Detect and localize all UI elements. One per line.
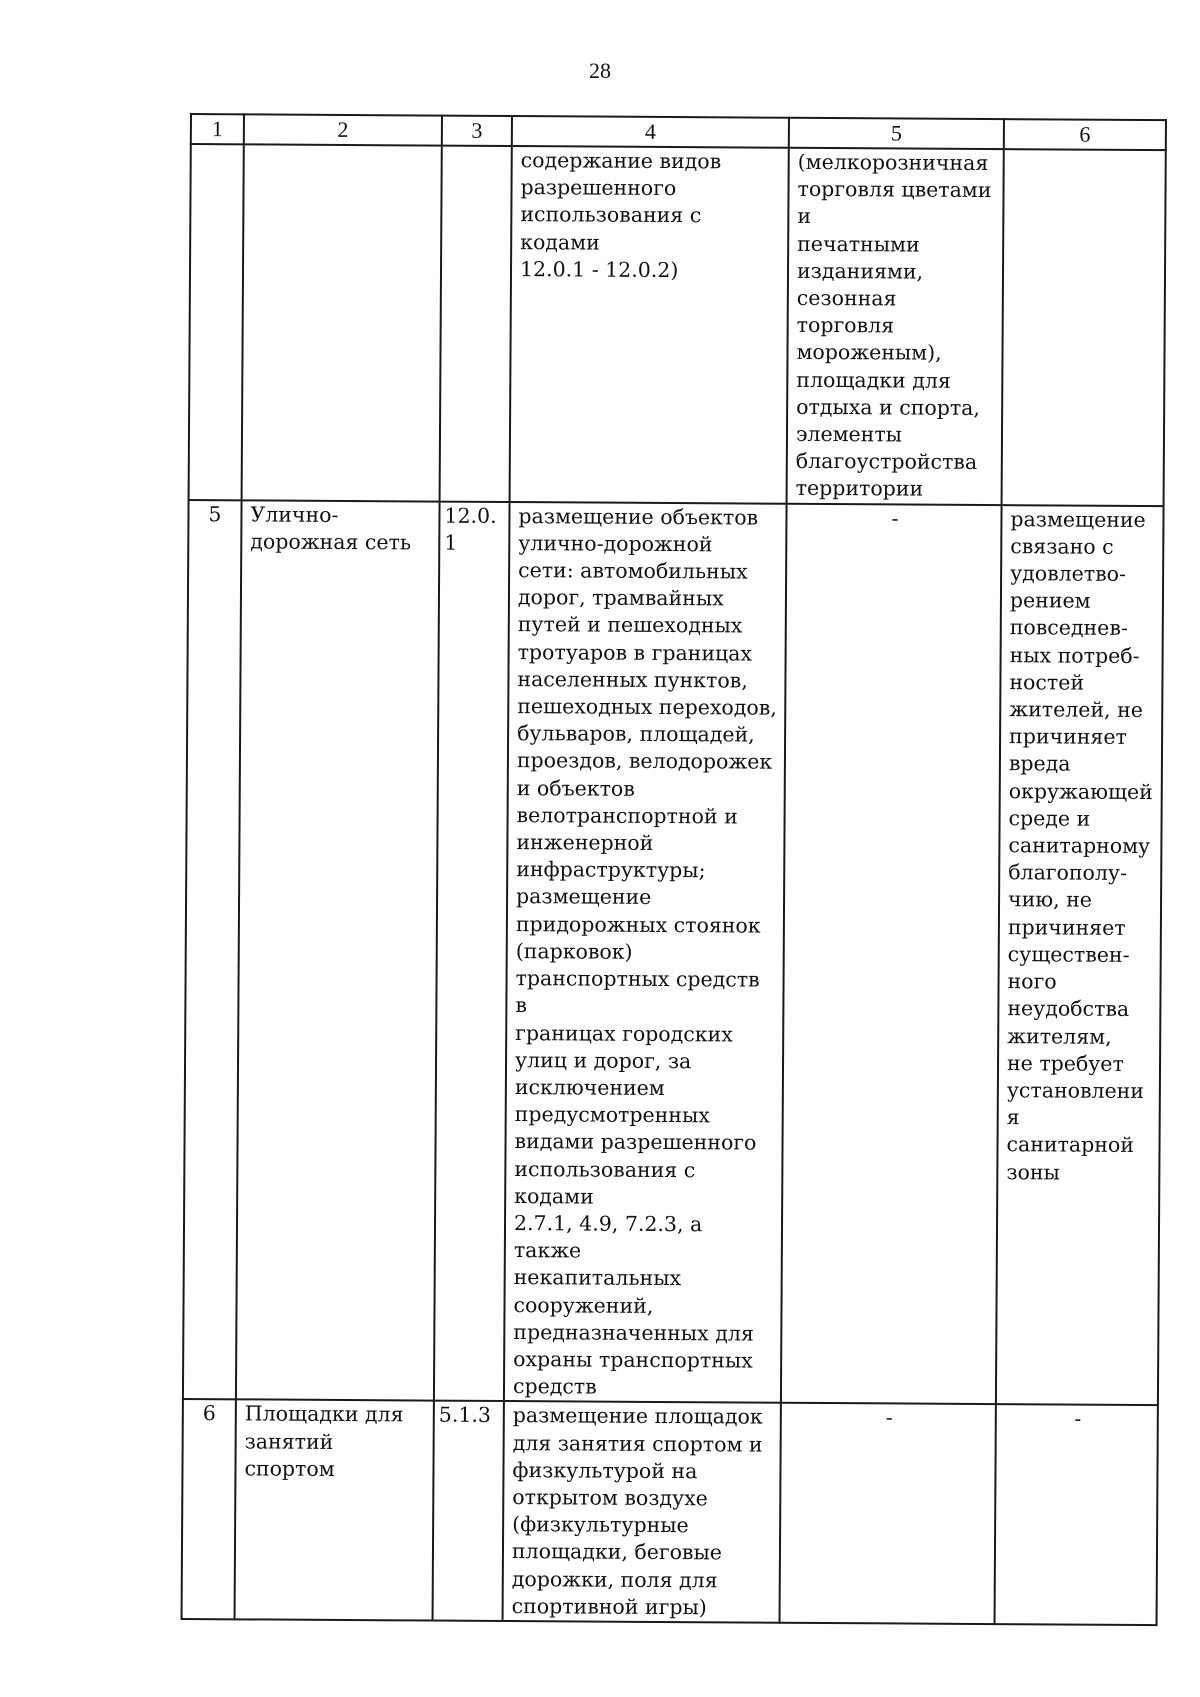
use-name-cell [236,500,440,1401]
table-row [189,144,1166,506]
use-name-cell [235,1400,434,1621]
auxiliary-use-cell [780,1403,996,1624]
column-header: 4 [512,116,789,148]
use-description: размещение объектов улично-дорожной сети: автомобильных дорог, трамвайных путей и пешеходных тротуаров в границах населенных пунктов, пешеходных переходов, бульваров, площадей, проездов, велодорожек и объектов велотранспортной и инженерной инфраструктуры; размещение придорожных стоянок (парковок) транспортных средств в границах городских улиц и дорог, за исключением предусмотренных видами разрешенного использования с кодами 2.7.1, 4.9, 7.2.3, а также некапитальных сооружений, предназначенных для охраны транспортных средств [512,503,777,1399]
land-use-table [181,113,1167,1626]
use-description: размещение площадок для занятия спортом и физкультурой на открытом воздухе (физкультурные площадки, беговые дорожки, поля для спортивной игры) [511,1403,763,1620]
row-number-cell [182,1399,236,1619]
use-name [253,145,435,146]
conditions: размещение связано с удовлетво- рением повседнев- ных потреб- ностей жителей, не причиняет вреда окружающей среде и санитарному благополу- чию, не причиняет существен- ного неудобства жителям, не требует установления санитарной зоны [1006,506,1153,1185]
page-number: 28 [589,58,611,83]
auxiliary-use: - [885,1405,893,1430]
use-code: 12.0.1 [444,503,497,555]
column-header: 3 [442,116,512,146]
column-header: 5 [789,118,1004,149]
use-code: 5.1.3 [438,1402,492,1428]
auxiliary-use-cell [781,503,1002,1404]
row-number-cell [183,500,242,1400]
row-number: 5 [208,501,222,526]
use-description-cell [504,502,787,1403]
table-row [182,1399,1158,1625]
column-header: 6 [1004,119,1166,150]
use-description-cell [510,146,789,503]
column-header: 2 [244,114,442,145]
use-name: Улично- дорожная сеть [250,502,412,555]
table-row [183,500,1164,1406]
conditions: - [1074,1406,1082,1431]
use-code-cell [433,1401,504,1621]
column-header: 1 [191,114,244,144]
conditions-cell [996,505,1164,1406]
use-name: Площадки для занятий спортом [244,1401,404,1481]
conditions [1013,150,1159,151]
use-code-cell [440,146,512,502]
use-name-cell [242,144,442,501]
row-number-cell [189,144,244,500]
conditions-cell [1002,149,1166,506]
use-code-cell [434,501,510,1401]
auxiliary-use-cell [787,148,1004,505]
conditions-cell [995,1404,1158,1625]
row-number: 6 [202,1401,216,1426]
use-description-cell [503,1401,781,1622]
auxiliary-use: - [891,506,899,531]
use-description: содержание видов разрешенного использования с кодами 12.0.1 - 12.0.2) [519,148,722,282]
auxiliary-use: (мелкорозничная торговля цветами и печатными изданиями, сезонная торговля мороженым), площадки для отдыха и спорта, элементы благоустройства территории [795,149,992,502]
